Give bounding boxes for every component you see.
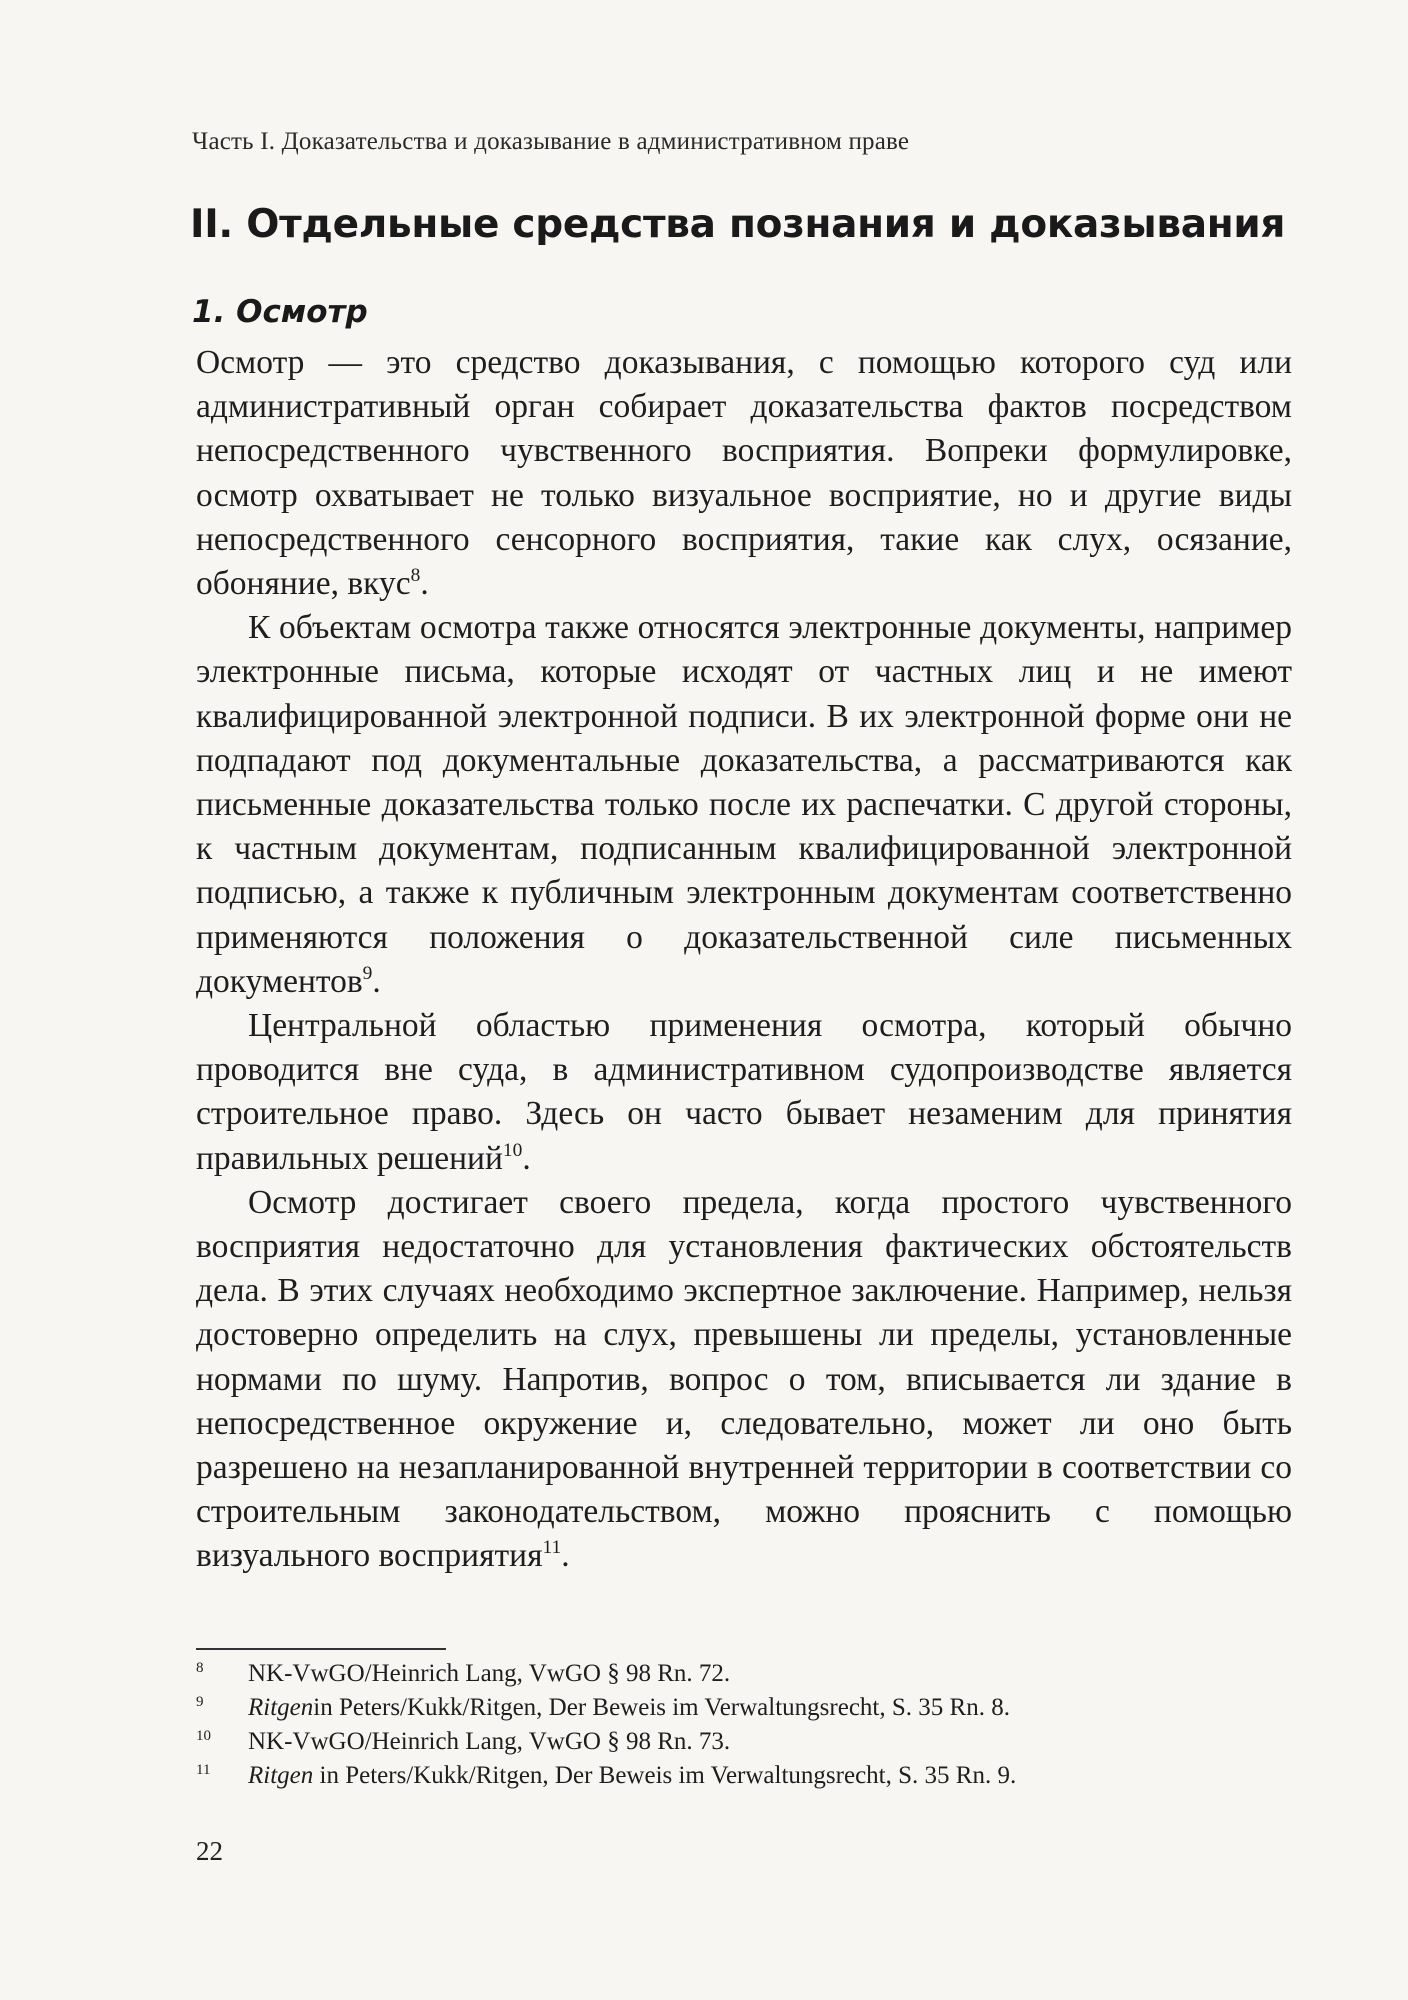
footnote-number: 9: [196, 1694, 204, 1710]
footnote-number: 8: [196, 1660, 204, 1676]
paragraph-3: [196, 1004, 1292, 1181]
footnotes: [196, 1657, 1296, 1793]
footnote-item: [196, 1657, 1296, 1691]
paragraph-4: [196, 1181, 1292, 1579]
footnote-ref: 10: [502, 1139, 523, 1161]
footnote-number: 10: [196, 1728, 211, 1744]
footnote-text: [248, 1657, 1296, 1691]
subsection-title: 1. Осмотр: [192, 294, 368, 330]
paragraph-2: [196, 606, 1292, 1004]
footnote-divider: [196, 1648, 446, 1650]
footnote-text: [248, 1691, 1296, 1725]
footnote-ref: 9: [362, 962, 373, 984]
running-head: Часть I. Доказательства и доказывание в административном праве: [192, 128, 910, 155]
paragraph-text: Центральной областью применения осмотра, который обычно проводится вне суда, в административном судопроизводстве является строительное право. Здесь он часто бывает незаменим для принятия правильных решений: [196, 1007, 1292, 1177]
footnote-body: NK-VwGO/Heinrich Lang, VwGO § 98 Rn. 73.: [248, 1728, 731, 1755]
footnote-number: 11: [196, 1762, 211, 1778]
footnote-author: Ritgen: [248, 1762, 314, 1789]
paragraph-end: .: [561, 1537, 570, 1575]
footnote-author: Ritgen: [248, 1694, 314, 1721]
footnote-body: NK-VwGO/Heinrich Lang, VwGO § 98 Rn. 72.: [248, 1660, 731, 1687]
footnote-item: [196, 1759, 1296, 1793]
paragraph-end: .: [420, 565, 429, 603]
footnote-item: [196, 1691, 1296, 1725]
footnote-ref: 11: [542, 1537, 562, 1559]
paragraph-1: [196, 341, 1292, 606]
paragraph-end: .: [522, 1139, 531, 1177]
paragraph-end: .: [372, 962, 381, 1000]
page-number: 22: [196, 1836, 223, 1866]
footnote-item: [196, 1725, 1296, 1759]
paragraph-text: Осмотр достигает своего предела, когда простого чувственного восприятия недостаточно для установления фактических обстоятельств дела. В этих случаях необходимо экспертное заключение. Например, нельзя достоверно определить на слух, превышены ли пределы, установленные нормами по шуму. Напротив, вопрос о том, вписывается ли здание в непосредственное окружение и, следовательно, может ли оно быть разрешено на незапланированной внутренней территории в соответствии со строительным законодательством, можно прояснить с помощью визуального восприятия: [196, 1183, 1292, 1575]
footnote-text: [248, 1759, 1296, 1793]
footnote-ref: 8: [410, 564, 421, 586]
footnote-text: [248, 1725, 1296, 1759]
footnote-body: in Peters/Kukk/Ritgen, Der Beweis im Verwaltungsrecht, S. 35 Rn. 9.: [313, 1762, 1017, 1789]
footnote-body: in Peters/Kukk/Ritgen, Der Beweis im Verwaltungsrecht, S. 35 Rn. 8.: [313, 1694, 1010, 1721]
section-title: II. Отдельные средства познания и доказывания: [190, 202, 1286, 247]
body-text: [196, 341, 1292, 1579]
paragraph-text: Осмотр — это средство доказывания, с помощью которого суд или административный орган собирает доказательства фактов посредством непосредственного чувственного восприятия. Вопреки формулировке, осмотр охватывает не только визуальное восприятие, но и другие виды непосредственного сенсорного восприятия, такие как слух, осязание, обоняние, вкус: [196, 344, 1292, 603]
paragraph-text: К объектам осмотра также относятся электронные документы, например электронные письма, которые исходят от частных лиц и не имеют квалифицированной электронной подписи. В их электронной форме они не подпадают под документальные доказательства, а рассматриваются как письменные доказательства только после их распечатки. С другой стороны, к частным документам, подписанным квалифицированной электронной подписью, а также к публичным электронным документам соответственно применяются положения о доказательственной силе письменных документов: [196, 609, 1292, 1000]
